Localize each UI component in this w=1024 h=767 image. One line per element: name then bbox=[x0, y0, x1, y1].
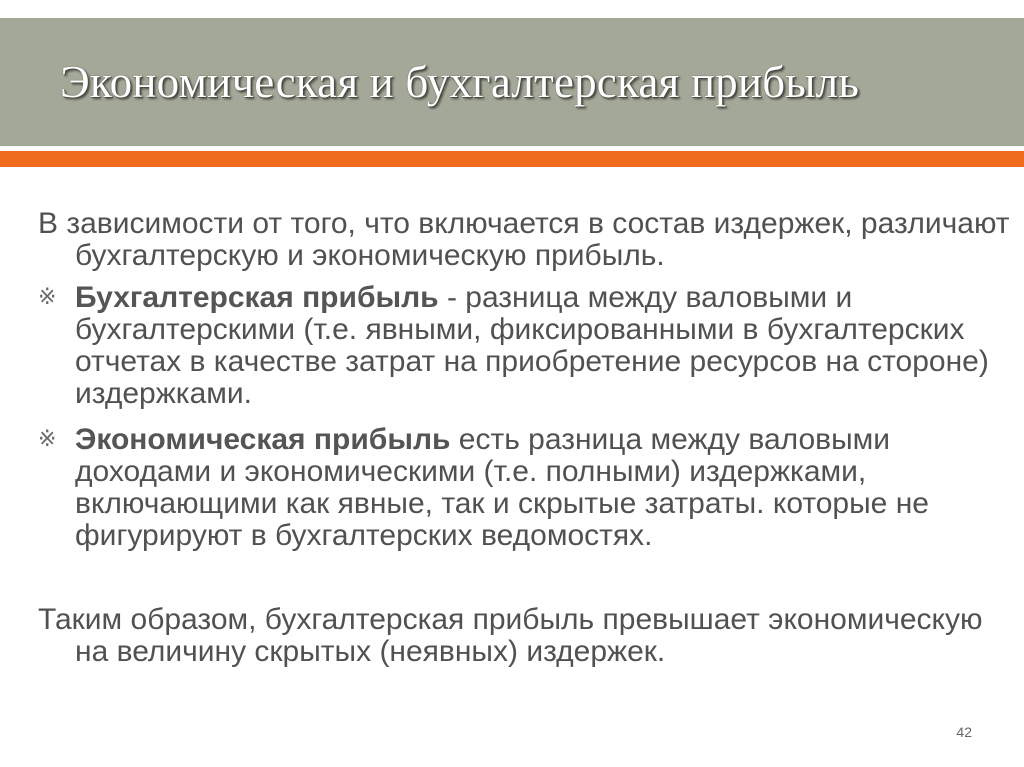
accent-bar bbox=[0, 151, 1024, 167]
intro-paragraph: В зависимости от того, что включается в состав издержек, различают бухгалтерскую и экономическую прибыль. bbox=[38, 207, 1010, 272]
title-bar bbox=[0, 18, 1024, 146]
bullet-definition: - разница между валовыми и бухгалтерскими (т.е. явными, фиксированными в бухгалтерских отчетах в качестве затрат на приобретение ресурсов на стороне) издержками. bbox=[75, 281, 989, 410]
conclusion-paragraph: Таким образом, бухгалтерская прибыль превышает экономическую на величину скрытых (неявных) издержек. bbox=[38, 603, 983, 668]
reference-mark-icon: ※ bbox=[38, 285, 57, 310]
bullet-text bbox=[75, 282, 1013, 410]
bullet-definition: есть разница между валовыми доходами и экономическими (т.е. полными) издержками, включающими как явные, так и скрытые затраты. которые не фигурируют в бухгалтерских ведомостях. bbox=[75, 423, 929, 552]
slide-title: Экономическая и бухгалтерская прибыль bbox=[60, 57, 860, 107]
page-number: 42 bbox=[956, 724, 972, 740]
bullet-text bbox=[75, 424, 1013, 552]
slide-content bbox=[38, 208, 1013, 668]
bullet-item-economic-profit bbox=[38, 424, 1013, 552]
reference-mark-icon: ※ bbox=[38, 427, 57, 452]
bullet-term: Экономическая прибыль bbox=[75, 423, 451, 456]
bullet-item-accounting-profit bbox=[38, 282, 1013, 410]
bullet-term: Бухгалтерская прибыль bbox=[75, 281, 439, 314]
